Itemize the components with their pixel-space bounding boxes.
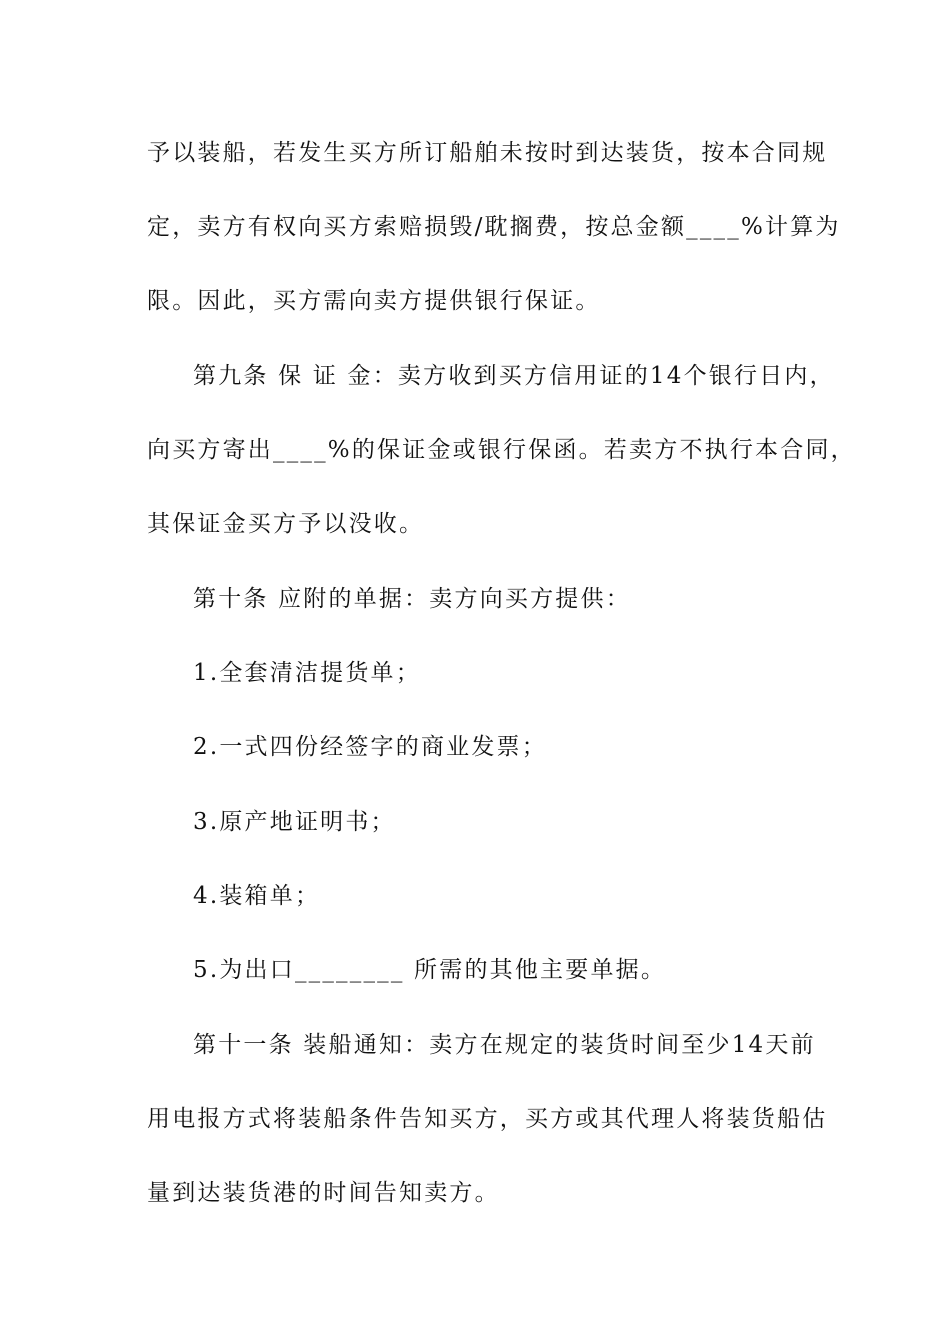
paragraph-line: 限。因此，买方需向卖方提供银行保证。 xyxy=(147,288,601,314)
list-item: 1.全套清洁提货单； xyxy=(193,660,421,686)
list-item: 4.装箱单； xyxy=(193,883,321,909)
list-item: 3.原产地证明书； xyxy=(193,809,396,835)
paragraph-line: 量到达装货港的时间告知卖方。 xyxy=(147,1180,500,1206)
article-11-heading-line: 第十一条 装船通知：卖方在规定的装货时间至少14天前 xyxy=(193,1032,816,1058)
article-9-heading-line: 第九条 保 证 金：卖方收到买方信用证的14个银行日内， xyxy=(193,363,835,389)
list-item: 5.为出口________ 所需的其他主要单据。 xyxy=(193,957,667,983)
paragraph-line: 向买方寄出____%的保证金或银行保函。若卖方不执行本合同， xyxy=(147,437,856,463)
paragraph-line: 定，卖方有权向买方索赔损毁/耽搁费，按总金额____%计算为 xyxy=(147,214,841,240)
paragraph-line: 其保证金买方予以没收。 xyxy=(147,511,425,537)
list-item: 2.一式四份经签字的商业发票； xyxy=(193,734,547,760)
article-10-heading-line: 第十条 应附的单据：卖方向买方提供： xyxy=(193,586,631,612)
paragraph-line: 予以装船，若发生买方所订船舶未按时到达装货，按本合同规 xyxy=(147,140,828,166)
paragraph-line: 用电报方式将装船条件告知买方，买方或其代理人将装货船估 xyxy=(147,1106,828,1132)
